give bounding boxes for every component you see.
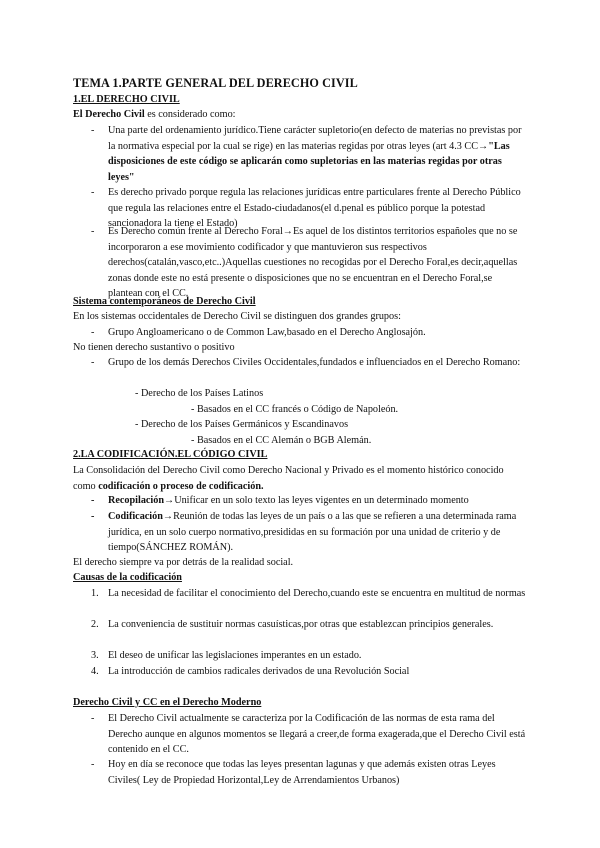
bullet-text: Grupo de los demás Derechos Civiles Occidentales,fundados e influenciados en el Derecho Romano: xyxy=(108,357,521,368)
bullet-marker: - xyxy=(91,226,95,237)
bullet-marker: - xyxy=(91,495,95,506)
bullet-text: Hoy en día se reconoce que todas las leyes presentan lagunas y que además existen otras Leyes Civiles( Ley de Propiedad Horizontal,Ley de Arrendamientos Urbanos) xyxy=(108,759,496,786)
item-text: La conveniencia de sustituir normas casuísticas,por otras que establezcan principios generales. xyxy=(108,619,494,630)
bullet-marker: - xyxy=(91,511,95,522)
section-heading-sistemas: Sistema contemporáneos de Derecho Civil xyxy=(73,296,256,307)
bullet-marker: - xyxy=(91,357,95,368)
bullet-text: Es derecho privado porque regula las relaciones jurídicas entre particulares frente al Derecho Público que regula las relaciones entre el Estado-ciudadanos(el d.penal es público porque la potestad sancionadora la tiene el Estado) xyxy=(108,187,521,229)
section-heading-codificacion: 2.LA CODIFICACIÓN.EL CÓDIGO CIVIL xyxy=(73,449,268,460)
bullet-text: El Derecho Civil actualmente se caracteriza por la Codificación de las normas de esta rama del Derecho aunque en algunos momentos se llegará a creer,de forma exagerada,que el Derecho Civil está contenido en el CC. xyxy=(108,713,526,755)
paragraph-closing: El derecho siempre va por detrás de la realidad social. xyxy=(73,557,294,568)
item-text: La introducción de cambios radicales derivados de una Revolución Social xyxy=(108,666,410,677)
section-heading-causas: Causas de la codificación xyxy=(73,572,182,583)
bullet-text: Una parte del ordenamiento jurídico.Tiene carácter supletorio(en defecto de materias no previstas por la normativa especial por la cual se rige) en las materias regidas por otras leyes (art 4.3 CC→"Las disposiciones de este código se aplicarán como supletorias en las materias regidas por otras leyes" xyxy=(108,125,522,183)
sub-sub-item: - Basados en el CC francés o Código de Napoleón. xyxy=(191,404,399,415)
item-number: 4. xyxy=(91,666,99,677)
bullet-text: Recopilación→Unificar en un solo texto las leyes vigentes en un determinado momento xyxy=(108,495,469,506)
item-number: 3. xyxy=(91,650,99,661)
item-text: La necesidad de facilitar el conocimiento del Derecho,cuando este se encuentra en multitud de normas xyxy=(108,588,526,599)
item-number: 1. xyxy=(91,588,99,599)
sub-sub-item: - Basados en el CC Alemán o BGB Alemán. xyxy=(191,435,372,446)
bullet-marker: - xyxy=(91,187,95,198)
paragraph-note: No tienen derecho sustantivo o positivo xyxy=(73,342,235,353)
paragraph-intro xyxy=(73,107,236,123)
item-text: El deseo de unificar las legislaciones imperantes en un estado. xyxy=(108,650,362,661)
bullet-text: Es Derecho común frente al Derecho Foral→Es aquel de los distintos territorios españoles que no se incorporaron a ese movimiento codificador y que mantuvieron sus respectivos derechos(catalán,vasco,etc..)Aquellas cuestiones no recogidas por el Derecho Foral,es decir,aquellas zonas donde este no está presente o disposiciones que no se encuentran en el Derecho Foral,se plantean con el CC. xyxy=(108,226,518,299)
bullet-marker: - xyxy=(91,125,95,136)
item-number: 2. xyxy=(91,619,99,630)
section-heading-derecho-civil: 1.EL DERECHO CIVIL xyxy=(73,94,180,105)
bullet-text: Grupo Angloamericano o de Common Law,basado en el Derecho Anglosajón. xyxy=(108,327,426,338)
intro-bold: El Derecho Civil xyxy=(73,109,145,120)
paragraph-sistemas-intro: En los sistemas occidentales de Derecho Civil se distinguen dos grandes grupos: xyxy=(73,311,401,322)
bullet-text: Codificación→Reunión de todas las leyes de un país o a las que se refieren a una determinada rama jurídica, en un solo cuerpo normativo,presididas en su formación por una unidad de criterio y de tiempo(SÁNCHEZ ROMÁN). xyxy=(108,511,517,553)
bullet-marker: - xyxy=(91,327,95,338)
bullet-marker: - xyxy=(91,759,95,770)
intro-rest: es considerado como: xyxy=(144,109,236,120)
document-title: TEMA 1.PARTE GENERAL DEL DERECHO CIVIL xyxy=(73,76,358,90)
section-heading-derecho-moderno: Derecho Civil y CC en el Derecho Moderno xyxy=(73,697,262,708)
sub-item: - Derecho de los Países Germánicos y Escandinavos xyxy=(135,419,349,430)
paragraph-codificacion: La Consolidación del Derecho Civil como Derecho Nacional y Privado es el momento histórico conocido como codificación o proceso de codificación. xyxy=(73,465,504,492)
bullet-marker: - xyxy=(91,713,95,724)
sub-item: - Derecho de los Países Latinos xyxy=(135,388,264,399)
